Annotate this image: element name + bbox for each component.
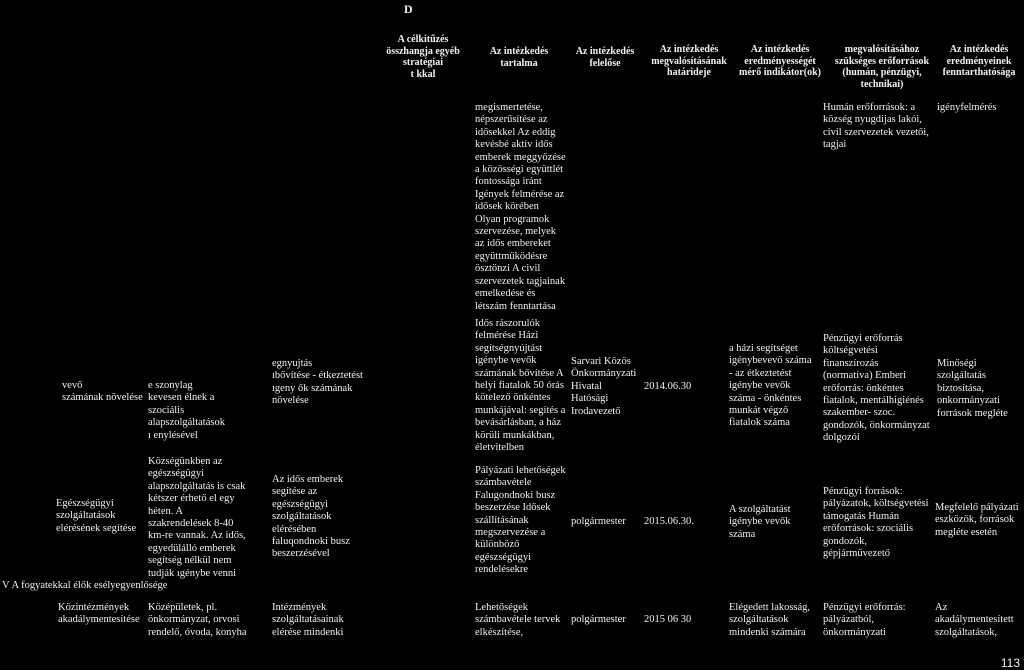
- block3-goal: Egészségügyi szolgáltatások elérésének segítése: [56, 498, 137, 534]
- header-responsible: Az intézkedés felelőse: [575, 46, 635, 69]
- block3-resources: Pénzügyi források: pályázatok, költségvetési támogatás Humán erőforrások: szociális gondozók, gépjárművezető: [823, 486, 929, 560]
- header-indicator: Az intézkedés eredményességét mérő indikátor(ok): [739, 44, 821, 78]
- top-letter: D: [404, 2, 413, 16]
- block2-goal: vevő számának növelése: [62, 380, 143, 404]
- block3-aim: Az idős emberek segítése az egészségügyi szolgáltatások elérésében faluqondnoki busz beszerzésével: [272, 474, 350, 560]
- section-title: V A fogyatekkal élők esélyegyenlősége: [2, 580, 168, 591]
- block4-sustainability: Az akadálymentesített szolgáltatások,: [935, 602, 1014, 638]
- block4-resources: Pénzügyi erőforrás: pályázatból, önkormányzati: [823, 602, 906, 638]
- block2-sustainability: Minőségi szolgáltatás biztosítása, onkormányzati források megléte: [937, 358, 1008, 419]
- block2-problem: e szonylag kevesen élnek a szociális alapszolgáltatások ı enylésével: [148, 380, 225, 441]
- block2-resources: Pénzügyi erőforrás költségvetési finanszírozás (normatíva) Emberi erőforrás: önkéntes fiatalok, mentálhigiénés szakember- szoc. gondozók, önkormányzat dolgozói: [823, 333, 930, 444]
- block4-problem: Középületek, pl. önkormányzat, orvosi rendelő, óvoda, konyha: [148, 602, 247, 638]
- block3-sustainability: Megfelelő pályázati eszközök, források megléte esetén: [935, 502, 1019, 538]
- header-sustainability: Az intézkedés eredményeinek fenntarthatósága: [942, 44, 1016, 78]
- header-goal-alignment: A célkitűzés összhangja egyéb stratégiai t kkal: [386, 34, 460, 80]
- header-deadline: Az intézkedés megvalósításának határideje: [651, 44, 727, 78]
- block1-resources: Humán erőforrások: a község nyugdíjas lakói, civil szervezetek vezetői, tagjai: [823, 102, 929, 151]
- block2-aim: egnyujtás ıbővítése - étkeztetést ıgeny ők számának növelése: [272, 358, 363, 407]
- block4-deadline: 2015 06 30: [644, 614, 692, 625]
- block2-content: Idős rászorulók felmérése Házi segítségnyújtást igénybe vevők számának bővítése A helyi fiatalok 50 órás kötelező önkéntes munkájával: segítés a bevásárlásban, a ház körüli munkákban, életvitelben: [475, 318, 566, 454]
- page-number: 113: [1000, 656, 1020, 670]
- block1-content: megismertetése, népszerűsítése az idősekkel Az eddig kevésbé aktív idős emberek meggyőzése a közösségi együttlét fontossága iránt Igények felmérése az idősek körében Olyan programok szervezése, melyek az idős embereket együttműködésre ösztönzi A civil szervezetek tagjainak emelkedése és létszám fenntartása: [475, 102, 566, 312]
- block2-deadline: 2014.06.30: [644, 381, 692, 392]
- block2-indicator: a házi segítséget igénybevevő száma - az étkeztetést igénybe vevők száma - önkéntes munkát végző fiatalok száma: [729, 343, 812, 429]
- block3-indicator: A szolgáltatást igénybe vevők száma: [729, 504, 791, 540]
- header-resources: megvalósításához szükséges erőforrások (humán, pénzügyi, technikai): [834, 44, 930, 90]
- header-content: Az intézkedés tartalma: [489, 46, 549, 69]
- block4-goal: Közintézmények akadálymentesítése: [58, 602, 140, 626]
- block3-content: Pályázati lehetőségek számbavétele Falugondnoki busz beszerzése Idősek szállításának megszervezése a különböző egészségügyi rendelésekre: [475, 465, 566, 576]
- block4-responsible: polgármester: [571, 614, 626, 625]
- block4-indicator: Elégedett lakosság, szolgáltatások mindenki számára: [729, 602, 811, 638]
- block3-responsible: polgármester: [571, 516, 626, 527]
- block3-problem: Községünkben az egészségügyi alapszolgáltatás is csak kétszer érhető el egy héten. A szakrendelések 8-40 km-re vannak. Az idős, egyedülálló emberek segítség nélkül nem tudják ıgénybe venni: [148, 456, 246, 579]
- block2-responsible: Sarvari Közös Önkormányzati Hivatal Hatósági Irodavezető: [571, 356, 637, 417]
- block4-content: Lehetőségek számbavétele tervek elkészítése,: [475, 602, 561, 638]
- block4-aim: Intézmények szolgáltatásainak elérése mindenki: [272, 602, 344, 638]
- block3-deadline: 2015.06.30.: [644, 516, 694, 527]
- block1-sustainability: igényfelmérés: [937, 102, 997, 113]
